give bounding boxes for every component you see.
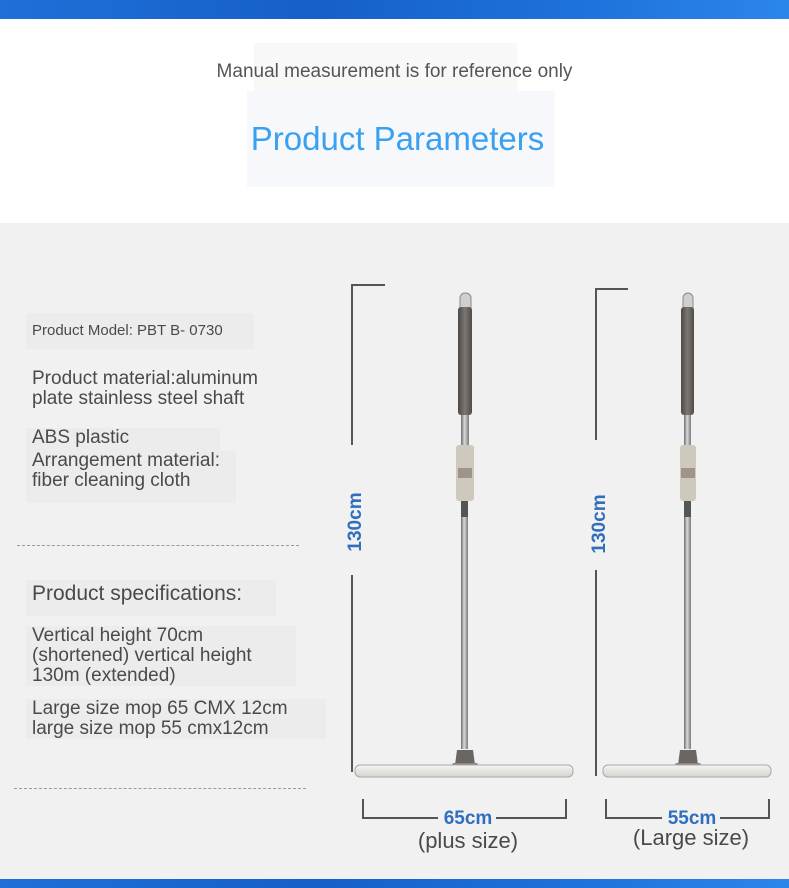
abs-material: ABS plastic bbox=[26, 428, 220, 452]
mop-size-line: large size mop 55 cmx12cm bbox=[32, 718, 269, 739]
material-line: Product material:aluminum bbox=[32, 368, 258, 389]
height-line: 130m (extended) bbox=[32, 665, 176, 686]
bottom-accent-bar bbox=[0, 879, 789, 888]
height-label-2: 130cm bbox=[589, 494, 610, 554]
measurement-note: Manual measurement is for reference only bbox=[216, 61, 573, 82]
height-line: (shortened) vertical height bbox=[32, 645, 252, 666]
mop-1 bbox=[355, 293, 573, 777]
material-line: plate stainless steel shaft bbox=[32, 388, 245, 409]
spec-heading: Product specifications: bbox=[26, 580, 276, 616]
arrangement-line: fiber cleaning cloth bbox=[32, 470, 191, 491]
width-label-2: 55cm bbox=[667, 808, 717, 829]
page-title: Product Parameters bbox=[250, 120, 545, 157]
height-label-1: 130cm bbox=[345, 492, 366, 552]
product-model: Product Model: PBT B- 0730 bbox=[26, 313, 254, 349]
mop-size-line: Large size mop 65 CMX 12cm bbox=[32, 698, 288, 719]
height-line: Vertical height 70cm bbox=[32, 625, 204, 646]
mop-2 bbox=[603, 293, 771, 777]
width-label-1: 65cm bbox=[443, 808, 493, 829]
size-label-2: (Large size) bbox=[632, 825, 750, 850]
arrangement-line: Arrangement material: bbox=[32, 450, 220, 471]
size-label-1: (plus size) bbox=[417, 828, 519, 853]
